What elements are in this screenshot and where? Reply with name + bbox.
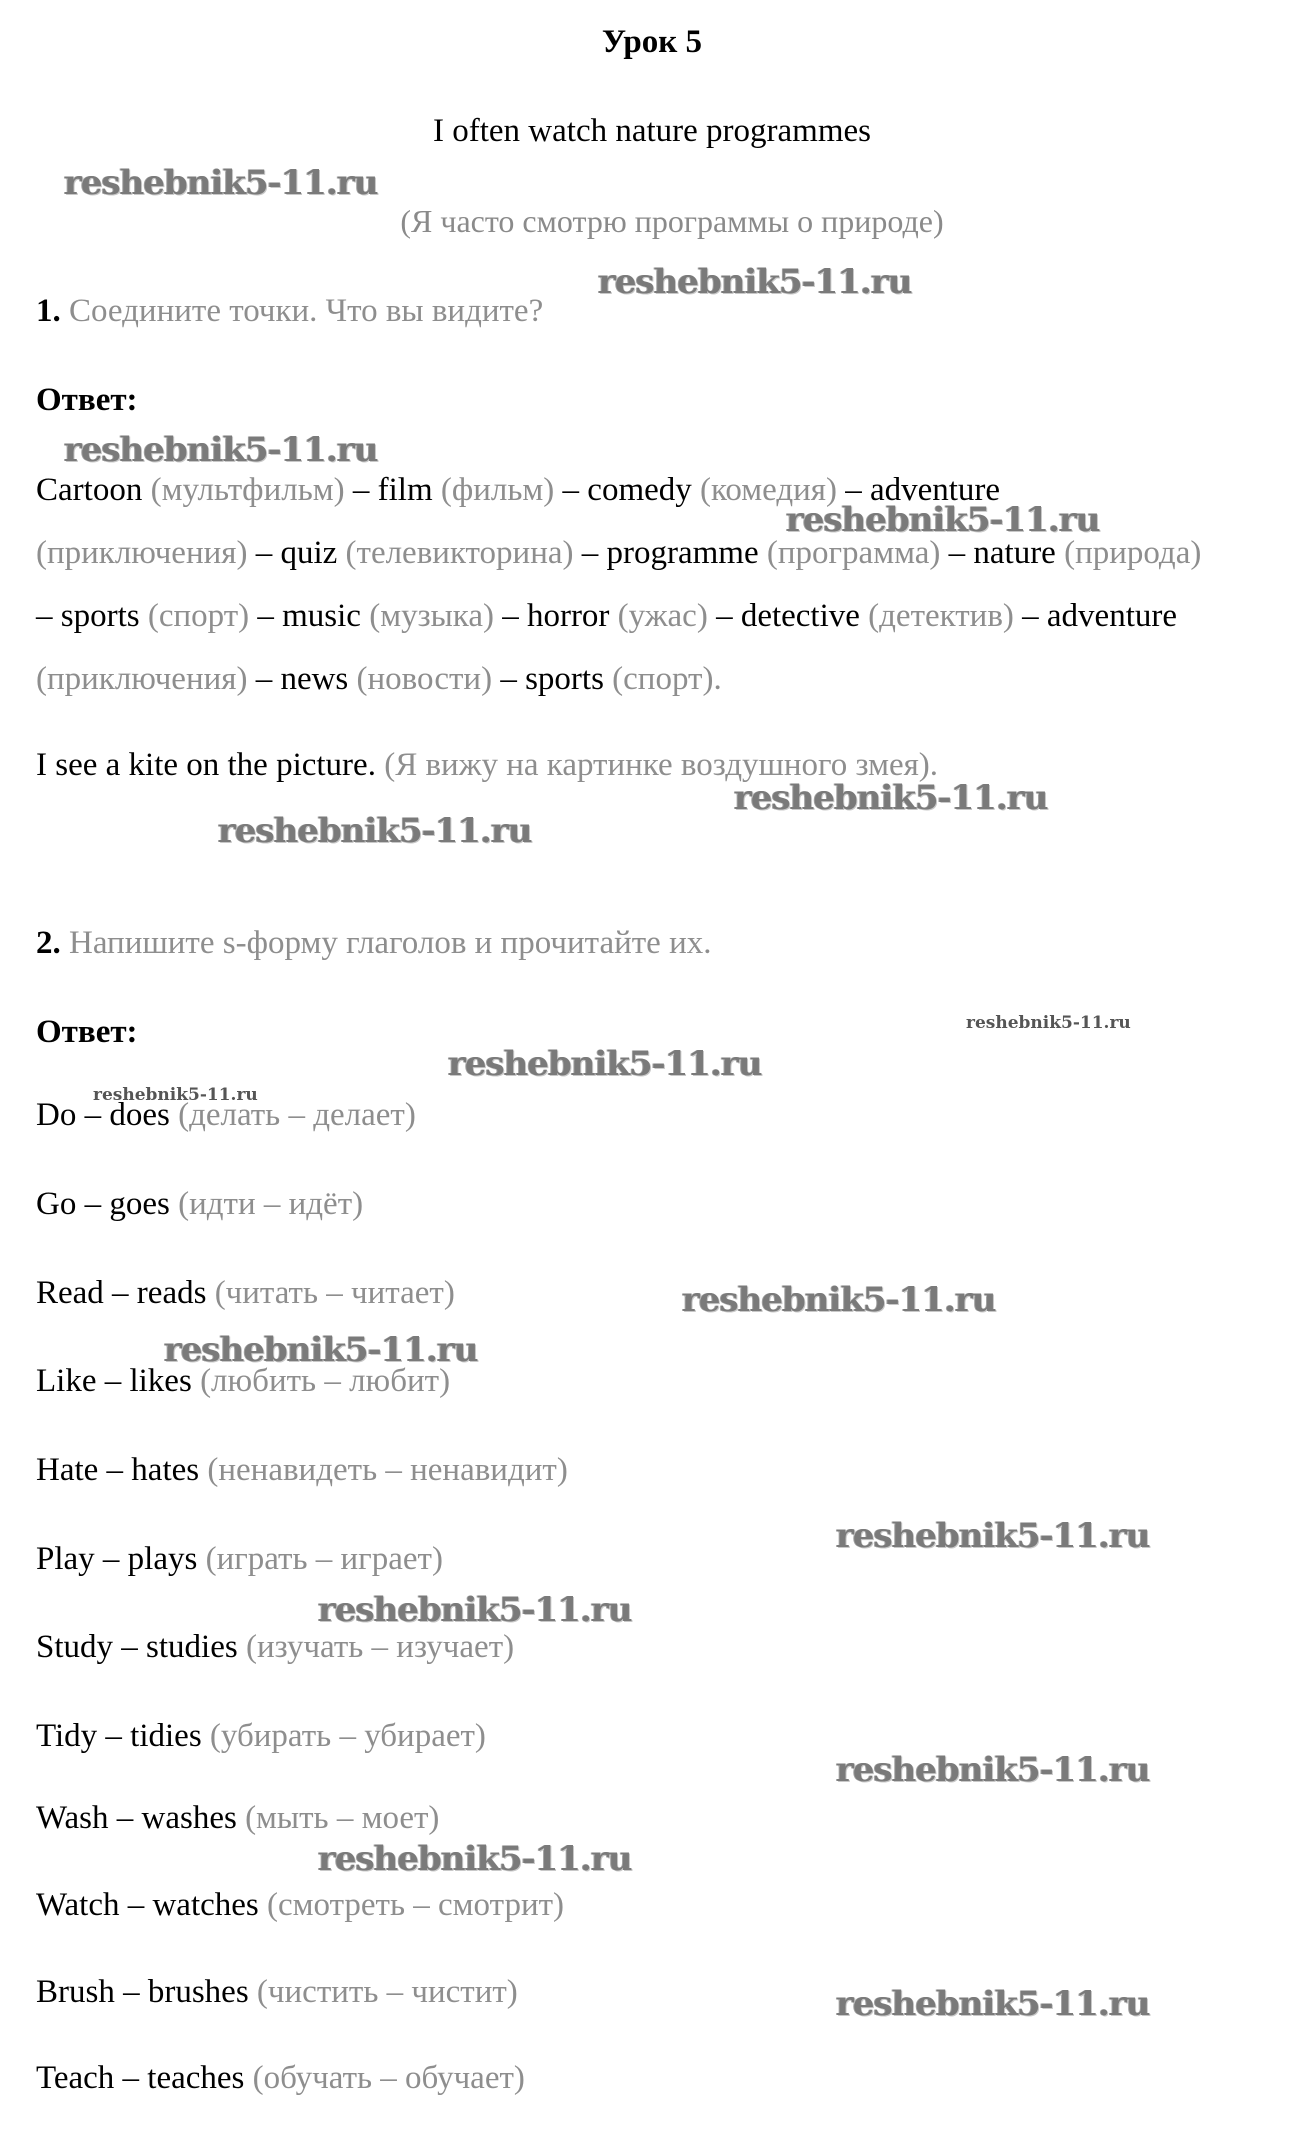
verb-forms-en: Play – plays <box>36 1541 198 1577</box>
watermark: reshebnik5-11.ru <box>786 500 1100 540</box>
chain-word-ru: (спорт) <box>147 598 250 634</box>
verb-forms-en: Teach – teaches <box>36 2060 245 2096</box>
verb-forms-en: Do – does <box>36 1097 170 1133</box>
task2-number: 2. <box>36 925 61 961</box>
verb-forms-ru: (любить – любит) <box>200 1363 451 1399</box>
chain-word-ru: (фильм) <box>440 472 555 508</box>
chain-word-ru: (приключения) <box>36 535 248 571</box>
verb-forms-en: Like – likes <box>36 1363 192 1399</box>
chain-word-en: music <box>282 598 361 634</box>
chain-word-ru: (музыка) <box>369 598 494 634</box>
watermark: reshebnik5-11.ru <box>93 1085 258 1105</box>
verb-forms-ru: (играть – играет) <box>205 1541 443 1577</box>
verb-forms-en: Hate – hates <box>36 1452 200 1488</box>
task1-answer-label: Ответ: <box>36 382 138 418</box>
watermark: reshebnik5-11.ru <box>836 1516 1150 1556</box>
chain-word-ru: (детектив) <box>868 598 1014 634</box>
verb-row <box>36 1974 518 2011</box>
watermark: reshebnik5-11.ru <box>318 1839 632 1879</box>
watermark: reshebnik5-11.ru <box>64 430 378 470</box>
chain-word-en: sports <box>525 661 604 697</box>
verb-forms-en: Tidy – tidies <box>36 1718 202 1754</box>
verb-row <box>36 1629 514 1666</box>
chain-word-en: Cartoon <box>36 472 143 508</box>
watermark: reshebnik5-11.ru <box>598 262 912 302</box>
chain-word-en: nature <box>973 535 1056 571</box>
lesson-title: Урок 5 <box>601 24 703 60</box>
verb-forms-en: Go – goes <box>36 1186 170 1222</box>
chain-word-ru: (мультфильм) <box>150 472 345 508</box>
chain-word-en: horror <box>526 598 610 634</box>
task1-text: Соедините точки. Что вы видите? <box>69 293 544 329</box>
chain-word-en: film <box>377 472 433 508</box>
task1-heading <box>36 293 543 330</box>
watermark: reshebnik5-11.ru <box>682 1280 996 1320</box>
chain-word-en: programme <box>606 535 759 571</box>
verb-forms-ru: (изучать – изучает) <box>245 1629 515 1665</box>
task1-answer-chain: Cartoon (мультфильм) – film (фильм) – comedy (комедия) – adventure (приключения) – quiz (телевикторина) – programme (программа) – nature (природа) – sports (спорт) – music (музыка) – horror (ужас) – detective (детектив) – adventure (приключения) – news (новости) – sports (спорт). <box>36 472 1202 697</box>
watermark: reshebnik5-11.ru <box>836 1984 1150 2024</box>
watermark: reshebnik5-11.ru <box>836 1750 1150 1790</box>
verb-forms-en: Read – reads <box>36 1275 207 1311</box>
chain-word-ru: (приключения) <box>36 661 248 697</box>
verb-forms-en: Wash – washes <box>36 1800 237 1836</box>
lesson-subtitle: I often watch nature programmes <box>433 113 871 149</box>
chain-word-en: detective <box>740 598 860 634</box>
task2-answer-label: Ответ: <box>36 1014 138 1050</box>
chain-word-en: sports <box>60 598 140 634</box>
verb-row <box>36 2060 525 2097</box>
verb-row <box>36 1275 455 1312</box>
chain-word-ru: (новости) <box>356 661 493 697</box>
chain-word-ru: (программа) <box>766 535 941 571</box>
chain-word-ru: (телевикторина) <box>345 535 574 571</box>
verb-row <box>36 1718 486 1755</box>
lesson-subtitle-translation: (Я часто смотрю программы о природе) <box>400 203 944 239</box>
kite-sentence-en: I see a kite on the picture. <box>36 747 376 783</box>
watermark: reshebnik5-11.ru <box>218 811 532 851</box>
verb-row <box>36 1887 564 1924</box>
chain-word-ru: (ужас) <box>617 598 708 634</box>
task1-number: 1. <box>36 293 61 329</box>
chain-word-ru: (комедия) <box>700 472 837 508</box>
verb-forms-ru: (читать – читает) <box>214 1275 455 1311</box>
chain-word-en: news <box>280 661 349 697</box>
verb-forms-ru: (ненавидеть – ненавидит) <box>207 1452 568 1488</box>
verb-row <box>36 1186 363 1223</box>
verb-forms-ru: (убирать – убирает) <box>209 1718 486 1754</box>
verb-forms-en: Study – studies <box>36 1629 238 1665</box>
verb-forms-ru: (делать – делает) <box>178 1097 416 1133</box>
verb-forms-ru: (смотреть – смотрит) <box>267 1887 565 1923</box>
verb-forms-en: Brush – brushes <box>36 1974 249 2010</box>
task2-text: Напишите s-форму глаголов и прочитайте их. <box>69 925 712 961</box>
chain-word-ru: (природа) <box>1064 535 1202 571</box>
watermark: reshebnik5-11.ru <box>448 1044 762 1084</box>
chain-word-en: adventure <box>1046 598 1178 634</box>
watermark: reshebnik5-11.ru <box>64 163 378 203</box>
verb-forms-ru: (чистить – чистит) <box>256 1974 518 2010</box>
chain-word-ru: (спорт). <box>612 661 722 697</box>
verb-row <box>36 1541 443 1578</box>
task2-heading <box>36 925 712 962</box>
watermark: reshebnik5-11.ru <box>966 1013 1131 1033</box>
chain-word-en: adventure <box>869 472 1001 508</box>
watermark: reshebnik5-11.ru <box>734 778 1048 818</box>
verb-forms-ru: (мыть – моет) <box>245 1800 440 1836</box>
verb-row <box>36 1800 439 1837</box>
verb-forms-ru: (идти – идёт) <box>178 1186 364 1222</box>
kite-sentence-ru: (Я вижу на картинке воздушного змея). <box>384 747 939 783</box>
watermark: reshebnik5-11.ru <box>164 1330 478 1370</box>
chain-word-en: comedy <box>587 472 692 508</box>
verb-forms-en: Watch – watches <box>36 1887 259 1923</box>
chain-word-en: quiz <box>280 535 338 571</box>
verb-forms-ru: (обучать – обучает) <box>252 2060 525 2096</box>
verb-row <box>36 1452 568 1489</box>
watermark: reshebnik5-11.ru <box>318 1590 632 1630</box>
